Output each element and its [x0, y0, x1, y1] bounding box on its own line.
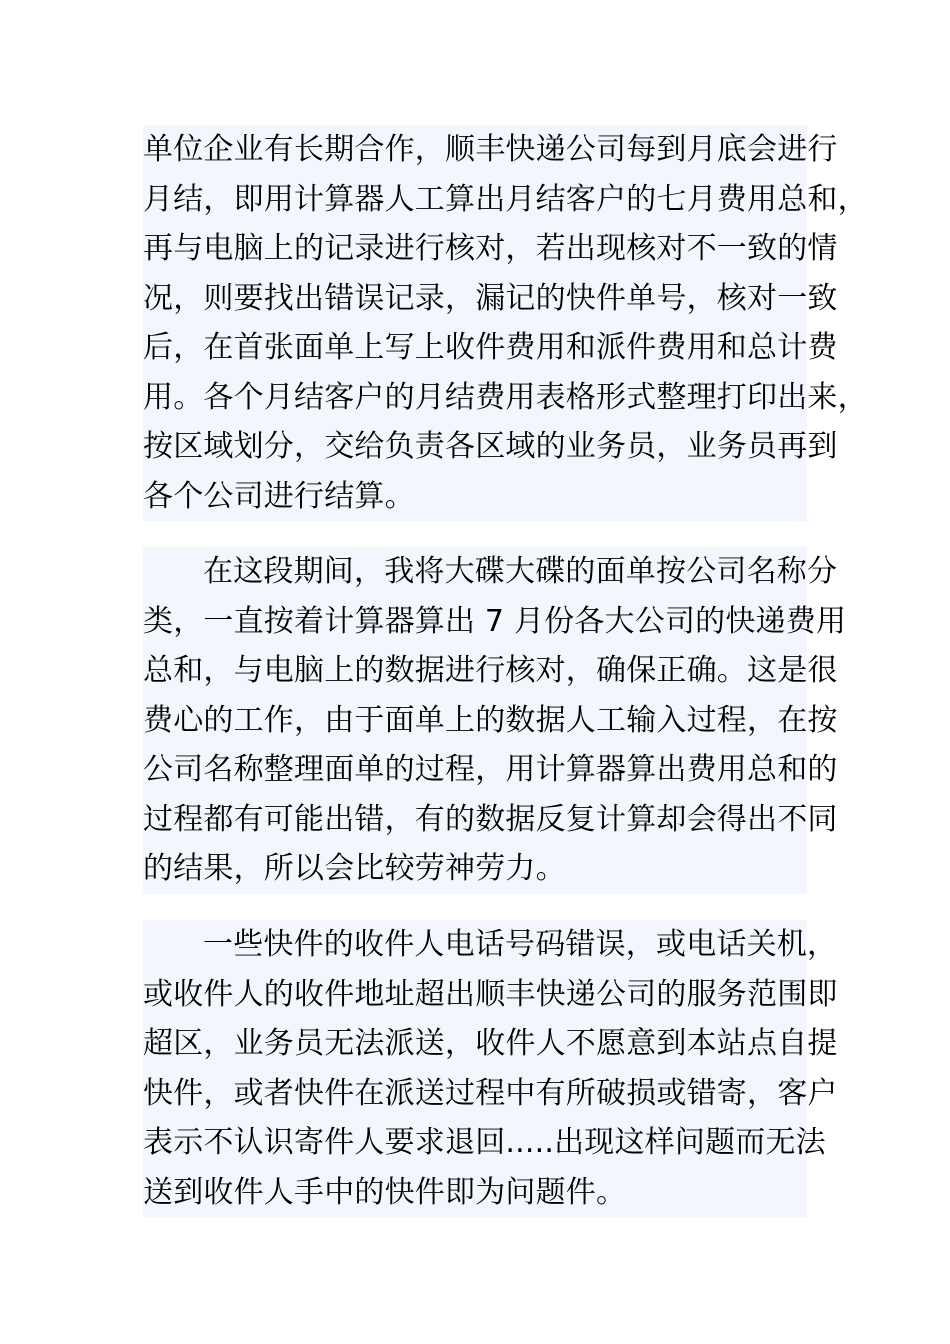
- paragraph-line: 再与电脑上的记录进行核对，若出现核对不一致的情: [143, 231, 838, 266]
- paragraph-line: 各个公司进行结算。: [143, 478, 415, 514]
- paragraph-3: [143, 920, 838, 1217]
- paragraph-line: 快件，或者快件在派送过程中有所破损或错寄，客户: [143, 1075, 838, 1111]
- paragraph-line: 一些快件的收件人电话号码错误，或电话关机，: [203, 927, 838, 962]
- paragraph-line: 的结果，所以会比较劳神劳力。: [143, 851, 566, 886]
- paragraph-line: 或收件人的收件地址超出顺丰快递公司的服务范围即: [143, 976, 838, 1012]
- paragraph-line: 费心的工作，由于面单上的数据人工输入过程，在按: [143, 702, 838, 738]
- paragraph-line: 单位企业有长期合作，顺丰快递公司每到月底会进行: [143, 132, 838, 167]
- paragraph-line: 送到收件人手中的快件即为问题件。: [143, 1174, 627, 1210]
- paragraph-line: 类，一直按着计算器算出 7 月份各大公司的快递费用: [143, 603, 847, 639]
- paragraph-line: 况，则要找出错误记录，漏记的快件单号，核对一致: [143, 280, 838, 316]
- paragraph-1: [143, 125, 868, 521]
- paragraph-2: [143, 547, 847, 894]
- paragraph-line: 月结，即用计算器人工算出月结客户的七月费用总和，: [143, 181, 868, 217]
- paragraph-line: 表示不认识寄件人要求退回.....出现这样问题而无法: [143, 1125, 826, 1160]
- paragraph-line: 按区域划分，交给负责各区域的业务员，业务员再到: [143, 429, 838, 464]
- paragraph-line: 用。各个月结客户的月结费用表格形式整理打印出来，: [143, 379, 868, 415]
- paragraph-line: 过程都有可能出错，有的数据反复计算却会得出不同: [143, 801, 838, 837]
- paragraph-line: 后，在首张面单上写上收件费用和派件费用和总计费: [143, 330, 838, 365]
- paragraph-line: 在这段期间，我将大碟大碟的面单按公司名称分: [203, 554, 838, 589]
- paragraph-line: 总和，与电脑上的数据进行核对，确保正确。这是很: [143, 653, 838, 688]
- paragraph-line: 公司名称整理面单的过程，用计算器算出费用总和的: [143, 752, 838, 787]
- paragraph-line: 超区，业务员无法派送，收件人不愿意到本站点自提: [143, 1026, 838, 1061]
